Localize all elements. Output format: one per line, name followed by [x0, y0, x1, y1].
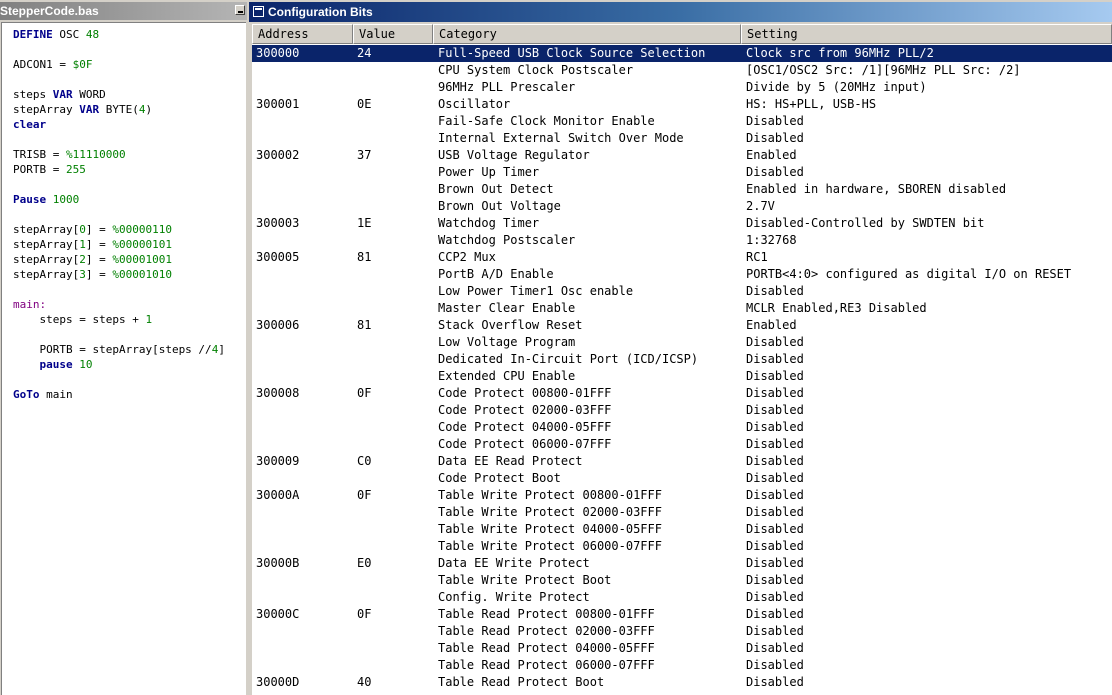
table-row[interactable] [252, 181, 1112, 198]
setting-cell: Disabled [746, 607, 804, 621]
code-token: ADCON1 = [13, 58, 73, 71]
setting-cell: Enabled [746, 318, 797, 332]
category-cell: Watchdog Timer [438, 216, 540, 230]
category-cell: Low Voltage Program [438, 335, 576, 349]
setting-cell: Disabled [746, 624, 804, 638]
setting-cell: Enabled in hardware, SBOREN disabled [746, 182, 1007, 196]
category-cell: Table Write Protect 04000-05FFF [438, 522, 662, 536]
category-cell: Code Protect Boot [438, 471, 561, 485]
category-cell: Dedicated In-Circuit Port (ICD/ICSP) [438, 352, 699, 366]
setting-cell: 2.7V [746, 199, 775, 213]
table-row[interactable] [252, 334, 1112, 351]
category-cell: Code Protect 00800-01FFF [438, 386, 612, 400]
table-row[interactable] [252, 351, 1112, 368]
setting-cell: Disabled [746, 403, 804, 417]
code-token: ] = [85, 238, 113, 251]
address-cell: 300006 [256, 318, 300, 332]
category-cell: Table Read Protect Boot [438, 675, 605, 689]
code-token: 255 [65, 163, 86, 176]
setting-cell: Disabled [746, 539, 804, 553]
code-line [13, 103, 152, 117]
table-row[interactable] [252, 266, 1112, 283]
code-token: pause [39, 358, 73, 371]
code-editor-area[interactable] [1, 22, 246, 695]
code-token: stepArray[ [13, 223, 80, 236]
table-row[interactable] [252, 606, 1112, 623]
address-cell: 30000D [256, 675, 300, 689]
category-cell: Watchdog Postscaler [438, 233, 576, 247]
table-row[interactable] [252, 470, 1112, 487]
setting-cell: Disabled [746, 284, 804, 298]
category-cell: Full-Speed USB Clock Source Selection [438, 46, 706, 60]
table-row[interactable] [252, 283, 1112, 300]
value-cell: 0F [357, 386, 372, 400]
configuration-bits-window [249, 0, 1112, 695]
code-line [13, 223, 172, 237]
category-cell: Table Read Protect 00800-01FFF [438, 607, 655, 621]
setting-cell: Divide by 5 (20MHz input) [746, 80, 927, 94]
table-row[interactable] [252, 674, 1112, 691]
table-row[interactable] [252, 96, 1112, 113]
setting-cell: 1:32768 [746, 233, 797, 247]
code-token: 1 [145, 313, 153, 326]
code-token: main [39, 388, 73, 401]
setting-cell: HS: HS+PLL, USB-HS [746, 97, 877, 111]
table-row[interactable] [252, 368, 1112, 385]
setting-cell: Disabled [746, 131, 804, 145]
category-cell: Brown Out Detect [438, 182, 554, 196]
table-row[interactable] [252, 198, 1112, 215]
table-row[interactable] [252, 521, 1112, 538]
setting-cell: RC1 [746, 250, 768, 264]
table-row[interactable] [252, 657, 1112, 674]
setting-cell: Disabled [746, 488, 804, 502]
code-token: PORTB = stepArray[steps // [13, 343, 212, 356]
setting-cell: Disabled [746, 369, 804, 383]
code-token: steps = steps + [13, 313, 146, 326]
table-row[interactable] [252, 113, 1112, 130]
config-bits-grid[interactable] [252, 24, 1112, 695]
setting-cell: Disabled [746, 573, 804, 587]
category-cell: Internal External Switch Over Mode [438, 131, 684, 145]
table-row[interactable] [252, 385, 1112, 402]
table-row[interactable] [252, 62, 1112, 79]
code-line [13, 163, 86, 177]
value-cell: E0 [357, 556, 372, 570]
value-cell: C0 [357, 454, 372, 468]
code-token: 4 [211, 343, 219, 356]
table-row[interactable] [252, 623, 1112, 640]
address-cell: 30000C [256, 607, 300, 621]
grid-header [252, 24, 1112, 44]
table-row[interactable] [252, 45, 1112, 62]
code-token: stepArray[ [13, 268, 80, 281]
code-token: $0F [72, 58, 93, 71]
code-line [13, 193, 79, 207]
code-token: BYTE( [99, 103, 139, 116]
code-token: 0 [79, 223, 86, 236]
code-token: DEFINE [13, 28, 53, 41]
setting-cell: Disabled [746, 522, 804, 536]
setting-cell: Disabled [746, 641, 804, 655]
value-cell: 0F [357, 488, 372, 502]
setting-cell: Disabled-Controlled by SWDTEN bit [746, 216, 985, 230]
table-row[interactable] [252, 453, 1112, 470]
table-row[interactable] [252, 572, 1112, 589]
category-cell: Table Write Protect Boot [438, 573, 612, 587]
code-token: 4 [138, 103, 146, 116]
address-cell: 300003 [256, 216, 300, 230]
table-row[interactable] [252, 419, 1112, 436]
code-token: 48 [85, 28, 100, 41]
setting-cell: Enabled [746, 148, 797, 162]
value-cell: 0E [357, 97, 372, 111]
code-token: %11110000 [65, 148, 126, 161]
setting-cell: MCLR Enabled,RE3 Disabled [746, 301, 927, 315]
category-cell: Table Write Protect 00800-01FFF [438, 488, 662, 502]
code-editor-window [0, 0, 247, 695]
table-row[interactable] [252, 164, 1112, 181]
config-window-titlebar[interactable] [249, 2, 1112, 22]
code-token: 3 [79, 268, 86, 281]
category-cell: Table Write Protect 06000-07FFF [438, 539, 662, 553]
code-token: TRISB = [13, 148, 66, 161]
table-row[interactable] [252, 215, 1112, 232]
code-line [13, 313, 152, 327]
category-cell: Stack Overflow Reset [438, 318, 583, 332]
code-token: VAR [52, 88, 73, 101]
code-line [13, 298, 46, 312]
address-cell: 30000A [256, 488, 300, 502]
category-cell: CPU System Clock Postscaler [438, 63, 634, 77]
category-cell: Oscillator [438, 97, 511, 111]
code-token: %00001010 [112, 268, 172, 281]
code-token: ] = [85, 223, 113, 236]
code-token: ] [218, 343, 225, 356]
code-token: stepArray [13, 103, 80, 116]
table-row[interactable] [252, 402, 1112, 419]
table-row[interactable] [252, 504, 1112, 521]
category-cell: Table Read Protect 06000-07FFF [438, 658, 655, 672]
setting-cell: Disabled [746, 437, 804, 451]
table-row[interactable] [252, 317, 1112, 334]
address-cell: 300000 [256, 46, 300, 60]
category-cell: Table Write Protect 02000-03FFF [438, 505, 662, 519]
address-cell: 300001 [256, 97, 300, 111]
code-token: %00001001 [112, 253, 172, 266]
category-cell: Table Read Protect 04000-05FFF [438, 641, 655, 655]
code-window-title: StepperCode.bas [0, 4, 99, 18]
code-line [13, 148, 126, 162]
value-cell: 0F [357, 607, 372, 621]
setting-cell: [OSC1/OSC2 Src: /1][96MHz PLL Src: /2] [746, 63, 1021, 77]
code-token: WORD [72, 88, 106, 101]
code-token: steps [13, 88, 53, 101]
code-line [13, 58, 92, 72]
table-row[interactable] [252, 300, 1112, 317]
category-cell: Brown Out Voltage [438, 199, 561, 213]
code-token: Pause [13, 193, 47, 206]
code-token: stepArray[ [13, 238, 80, 251]
code-line [13, 343, 225, 357]
address-cell: 30000B [256, 556, 300, 570]
code-token: 10 [79, 358, 93, 371]
table-row[interactable] [252, 555, 1112, 572]
setting-cell: Disabled [746, 420, 804, 434]
code-line [13, 253, 172, 267]
setting-cell: Disabled [746, 352, 804, 366]
value-cell: 37 [357, 148, 372, 162]
setting-cell: Disabled [746, 165, 804, 179]
setting-cell: Disabled [746, 114, 804, 128]
table-row[interactable] [252, 589, 1112, 606]
address-cell: 300005 [256, 250, 300, 264]
code-token: clear [13, 118, 47, 131]
table-row[interactable] [252, 130, 1112, 147]
category-cell: CCP2 Mux [438, 250, 496, 264]
table-row[interactable] [252, 538, 1112, 555]
setting-cell: Disabled [746, 590, 804, 604]
value-cell: 40 [357, 675, 372, 689]
category-cell: Config. Write Protect [438, 590, 590, 604]
address-cell: 300008 [256, 386, 300, 400]
minimize-icon[interactable] [235, 5, 245, 15]
setting-cell: Clock src from 96MHz PLL/2 [746, 46, 934, 60]
code-token: 1 [79, 238, 86, 251]
code-line [13, 118, 46, 132]
window-icon [253, 6, 264, 17]
code-token: stepArray[ [13, 253, 80, 266]
code-token [46, 193, 53, 206]
table-row[interactable] [252, 436, 1112, 453]
code-line [13, 28, 99, 42]
code-token: GoTo [13, 388, 40, 401]
category-cell: Fail-Safe Clock Monitor Enable [438, 114, 655, 128]
code-token: ] = [85, 268, 113, 281]
category-cell: Extended CPU Enable [438, 369, 576, 383]
category-cell: Low Power Timer1 Osc enable [438, 284, 634, 298]
address-cell: 300009 [256, 454, 300, 468]
code-token [13, 358, 40, 371]
config-window-title: Configuration Bits [268, 5, 373, 19]
code-token: main: [13, 298, 47, 311]
address-cell: 300002 [256, 148, 300, 162]
code-token: 2 [79, 253, 86, 266]
category-cell: Code Protect 06000-07FFF [438, 437, 612, 451]
category-cell: 96MHz PLL Prescaler [438, 80, 576, 94]
category-cell: PortB A/D Enable [438, 267, 554, 281]
setting-cell: Disabled [746, 454, 804, 468]
column-header-address[interactable]: Address [252, 24, 353, 44]
setting-cell: Disabled [746, 675, 804, 689]
category-cell: USB Voltage Regulator [438, 148, 590, 162]
table-row[interactable] [252, 232, 1112, 249]
value-cell: 1E [357, 216, 372, 230]
code-token: ) [145, 103, 153, 116]
setting-cell: Disabled [746, 386, 804, 400]
code-line [13, 268, 172, 282]
setting-cell: Disabled [746, 505, 804, 519]
table-row[interactable] [252, 79, 1112, 96]
code-line [13, 358, 93, 372]
column-header-value[interactable]: Value [353, 24, 433, 44]
category-cell: Master Clear Enable [438, 301, 576, 315]
code-token: %00000110 [112, 223, 172, 236]
code-token: ] = [85, 253, 113, 266]
category-cell: Data EE Read Protect [438, 454, 583, 468]
category-cell: Table Read Protect 02000-03FFF [438, 624, 655, 638]
category-cell: Data EE Write Protect [438, 556, 590, 570]
setting-cell: Disabled [746, 335, 804, 349]
code-token: OSC [52, 28, 86, 41]
code-token: VAR [79, 103, 100, 116]
category-cell: Power Up Timer [438, 165, 540, 179]
setting-cell: Disabled [746, 556, 804, 570]
setting-cell: Disabled [746, 471, 804, 485]
column-header-setting[interactable]: Setting [741, 24, 1112, 44]
table-row[interactable] [252, 147, 1112, 164]
code-token: PORTB = [13, 163, 66, 176]
code-window-titlebar[interactable] [0, 2, 247, 20]
code-token: 1000 [52, 193, 80, 206]
code-token: %00000101 [112, 238, 172, 251]
table-row[interactable] [252, 487, 1112, 504]
category-cell: Code Protect 04000-05FFF [438, 420, 612, 434]
code-line [13, 238, 172, 252]
value-cell: 81 [357, 318, 372, 332]
setting-cell: PORTB<4:0> configured as digital I/O on RESET [746, 267, 1072, 281]
code-line [13, 88, 106, 102]
value-cell: 81 [357, 250, 372, 264]
setting-cell: Disabled [746, 658, 804, 672]
value-cell: 24 [357, 46, 372, 60]
table-row[interactable] [252, 640, 1112, 657]
category-cell: Code Protect 02000-03FFF [438, 403, 612, 417]
code-line [13, 388, 73, 402]
table-row[interactable] [252, 249, 1112, 266]
column-header-category[interactable]: Category [433, 24, 741, 44]
